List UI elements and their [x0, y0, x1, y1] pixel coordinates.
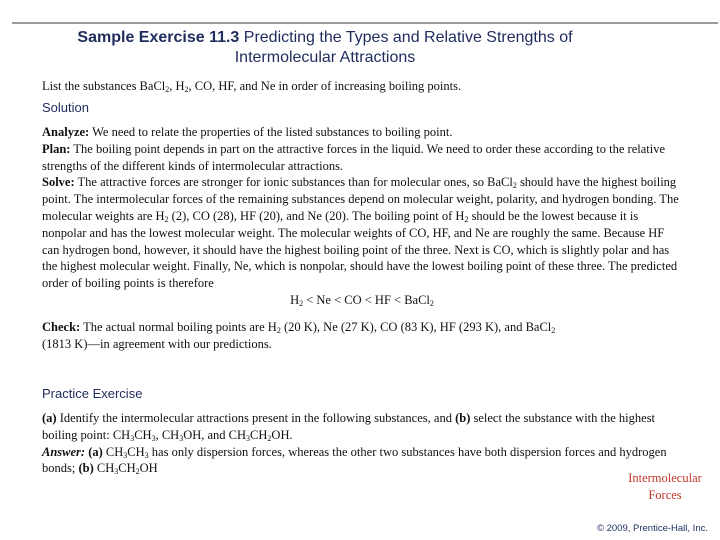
answer-text: OH: [139, 461, 158, 476]
check-text: The actual normal boiling points are H: [80, 319, 277, 334]
subscript: 2: [184, 85, 189, 94]
check-text: (20 K), Ne (27 K), CO (83 K), HF (293 K), and BaCl: [280, 319, 552, 334]
answer-text: CH: [118, 461, 136, 476]
solve-text: The attractive forces are stronger for ionic substances than for molecular ones, so BaCl: [74, 175, 513, 190]
answer-text: CH: [102, 444, 124, 459]
title-exercise-number: Sample Exercise 11.3: [77, 29, 240, 46]
solve-text: should have the highest boiling point. The intermolecular forces of the remaining substances depend on molecular weight, polarity, and hydrogen bonding. The molecular weights are H: [42, 175, 679, 223]
solution-body: [42, 124, 682, 352]
subscript: 3: [144, 450, 149, 460]
practice-text: CH: [250, 427, 268, 442]
topic-stamp: [600, 470, 720, 504]
answer-text: CH: [127, 444, 145, 459]
check-text: (1813 K)—in agreement with our predictions.: [42, 336, 272, 351]
practice-text: OH, and CH: [183, 427, 247, 442]
subscript: 2: [164, 214, 169, 224]
part-a-label: (a): [42, 411, 57, 425]
stamp-line1: Intermolecular: [628, 471, 702, 485]
plan-paragraph: [42, 141, 682, 175]
answer-text: has only dispersion forces, whereas the other two substances have both dispersion forces and hydrogen bonds;: [42, 444, 667, 476]
subscript: 3: [130, 433, 135, 443]
solution-heading: Solution: [42, 100, 89, 115]
subscript: 3: [114, 467, 119, 477]
subscript: 2: [276, 325, 281, 335]
subscript: 2: [551, 325, 556, 335]
subscript: 2: [267, 433, 272, 443]
analyze-text: We need to relate the properties of the listed substances to boiling point.: [89, 125, 453, 139]
problem-statement: [42, 78, 682, 95]
practice-question: [42, 410, 682, 444]
page-title: [30, 28, 620, 68]
answer-part-b-label: (b): [78, 461, 94, 476]
practice-text: CH: [134, 427, 152, 442]
practice-text: OH.: [271, 427, 293, 442]
subscript: 2: [429, 298, 434, 308]
copyright-notice: © 2009, Prentice-Hall, Inc.: [596, 523, 708, 534]
subscript: 2: [165, 85, 170, 94]
subscript: 2: [299, 298, 304, 308]
plan-text: The boiling point depends in part on the attractive forces in the liquid. We need to order these according to the relative strengths of the different kinds of intermolecular attractions.: [42, 141, 666, 173]
solve-text: should be the lowest because it is nonpolar and has the lowest molecular weight. The molecular weights of CO, HF, and Ne are roughly the same. Because HF can hydrogen bond, however, it should have the highest boiling point of the three. Next is CO, which is slightly polar and has the highest molecular weight. Finally, Ne, which is nonpolar, should have the lowest boiling point of these three. The predicted order of boiling points is therefore: [42, 208, 678, 291]
part-b-label: (b): [455, 411, 471, 425]
order-text: < Ne < CO < HF < BaCl: [303, 292, 430, 307]
solve-label: Solve:: [42, 175, 75, 190]
practice-heading: Practice Exercise: [42, 386, 143, 401]
practice-text: select the substance with the highest boiling point: CH: [42, 411, 656, 442]
problem-text: List the substances BaCl: [42, 79, 166, 93]
subscript: 3: [123, 450, 128, 460]
top-divider: [12, 22, 718, 24]
subscript: 3: [179, 433, 184, 443]
title-text-line1: Predicting the Types and Relative Strengths of: [239, 29, 573, 46]
subscript: 2: [135, 467, 140, 477]
practice-body: [42, 410, 682, 477]
subscript: 2: [464, 214, 469, 224]
solve-paragraph: [42, 174, 682, 292]
subscript: 3: [246, 433, 251, 443]
answer-part-a-label: (a): [88, 444, 103, 459]
practice-text: , CH: [155, 427, 180, 442]
answer-paragraph: [42, 444, 682, 478]
analyze-paragraph: [42, 124, 682, 141]
subscript: 3: [151, 433, 156, 443]
order-text: H: [290, 292, 300, 307]
plan-label: Plan:: [42, 141, 71, 156]
analyze-label: Analyze:: [42, 125, 90, 139]
answer-label: Answer:: [42, 444, 86, 459]
problem-text: , CO, HF, and Ne in order of increasing boiling points.: [188, 79, 462, 93]
stamp-line2: Forces: [648, 488, 682, 502]
problem-text: , H: [169, 79, 185, 93]
check-paragraph: [42, 319, 682, 353]
boiling-point-order: [42, 292, 682, 309]
practice-text: Identify the intermolecular attractions present in the following substances, and: [56, 411, 456, 425]
check-label: Check:: [42, 319, 81, 334]
answer-text: CH: [93, 461, 115, 476]
subscript: 2: [512, 181, 517, 191]
title-text-line2: Intermolecular Attractions: [234, 49, 416, 66]
solve-text: (2), CO (28), HF (20), and Ne (20). The boiling point of H: [168, 208, 465, 223]
